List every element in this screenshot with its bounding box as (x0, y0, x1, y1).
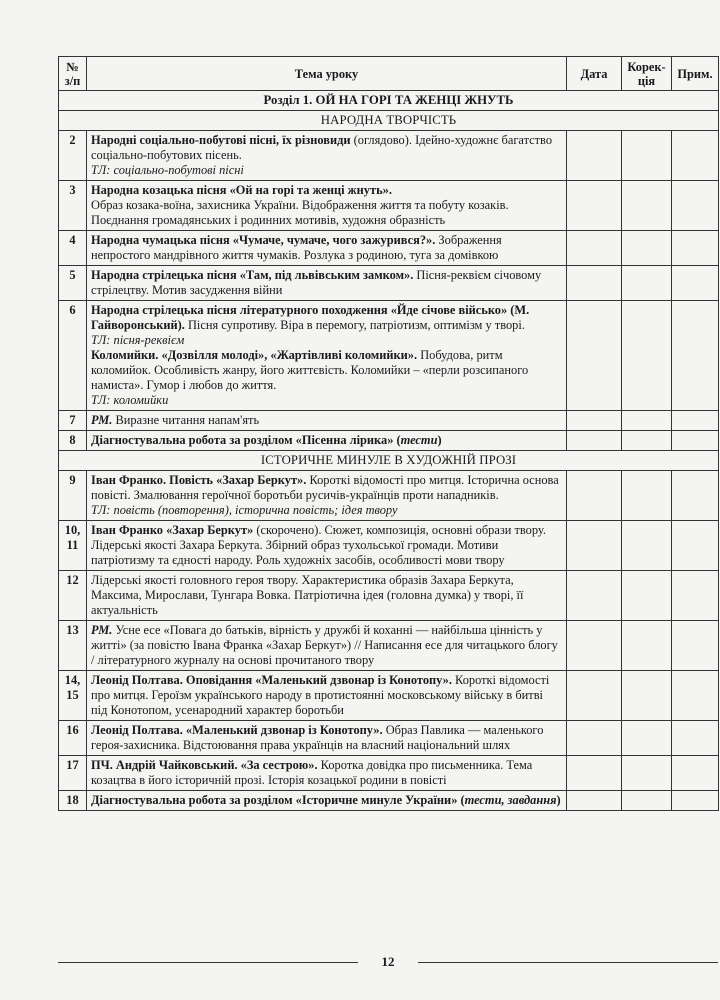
topic-text: Пісня супротиву. Віра в перемогу, патріотизм, оптимізм у творі. (184, 318, 525, 332)
date-cell[interactable] (567, 431, 622, 451)
correction-cell[interactable] (622, 521, 672, 571)
topic-text: ( (393, 433, 401, 447)
correction-cell[interactable] (622, 131, 672, 181)
header-date: Дата (567, 57, 622, 91)
lesson-topic (87, 266, 567, 301)
row-number: 10, 11 (59, 521, 87, 571)
topic-bold: Народна стрілецька пісня «Там, під львівським замком». (91, 268, 414, 282)
note-cell[interactable] (672, 671, 719, 721)
topic-text-2: ) (437, 433, 442, 447)
table-row (59, 471, 719, 521)
note-cell[interactable] (672, 301, 719, 411)
lesson-topic (87, 721, 567, 756)
table-row (59, 791, 719, 811)
topic-terms-2: ТЛ: коломийки (91, 393, 169, 407)
subsection-title-history: ІСТОРИЧНЕ МИНУЛЕ В ХУДОЖНІЙ ПРОЗІ (59, 451, 719, 471)
row-number: 14, 15 (59, 671, 87, 721)
note-cell[interactable] (672, 431, 719, 451)
correction-cell[interactable] (622, 431, 672, 451)
table-header-row (59, 57, 719, 91)
topic-terms: ТЛ: повість (повторення), історична повість; ідея твору (91, 503, 398, 517)
subsection-title-folk: НАРОДНА ТВОРЧІСТЬ (59, 111, 719, 131)
topic-text: ( (457, 793, 465, 807)
lesson-topic (87, 621, 567, 671)
date-cell[interactable] (567, 791, 622, 811)
row-number: 7 (59, 411, 87, 431)
correction-cell[interactable] (622, 301, 672, 411)
correction-cell[interactable] (622, 671, 672, 721)
note-cell[interactable] (672, 231, 719, 266)
correction-cell[interactable] (622, 181, 672, 231)
lesson-topic (87, 521, 567, 571)
topic-text: (скорочено). Сюжет, композиція, основні образи твору. Лідерські якості Захара Беркута. Збірний образ тухольської громади. Мотиви патріотизму та єдності народу. Роль художніх засобів, особливості мови твору (91, 523, 546, 567)
topic-bold: ПЧ. Андрій Чайковський. «За сестрою». (91, 758, 318, 772)
date-cell[interactable] (567, 521, 622, 571)
note-cell[interactable] (672, 571, 719, 621)
subsection-row (59, 111, 719, 131)
row-number: 18 (59, 791, 87, 811)
topic-bold: Діагностувальна робота за розділом «Історичне минуле України» (91, 793, 458, 807)
section-title: Розділ 1. ОЙ НА ГОРІ ТА ЖЕНЦІ ЖНУТЬ (59, 91, 719, 111)
table-row (59, 301, 719, 411)
correction-cell[interactable] (622, 471, 672, 521)
note-cell[interactable] (672, 521, 719, 571)
topic-text: Образ Павлика — маленького героя-захисника. Відстоювання права українців на власний національний шлях (91, 723, 544, 752)
header-correction: Корек- ція (622, 57, 672, 91)
correction-cell[interactable] (622, 621, 672, 671)
table-row (59, 411, 719, 431)
topic-bold: Народна козацька пісня «Ой на горі та женці жнуть». (91, 183, 392, 197)
row-number: 9 (59, 471, 87, 521)
row-number: 6 (59, 301, 87, 411)
lesson-topic (87, 571, 567, 621)
table-row (59, 721, 719, 756)
table-row (59, 266, 719, 301)
row-number: 2 (59, 131, 87, 181)
row-number: 12 (59, 571, 87, 621)
lesson-topic (87, 431, 567, 451)
row-number: 8 (59, 431, 87, 451)
table-row (59, 231, 719, 266)
topic-bold: РМ. (91, 623, 113, 637)
table-row (59, 131, 719, 181)
topic-text: Усне есе «Повага до батьків, вірність у дружбі й коханні — найбільша цінність у житті» (за повістю Івана Франка «Захар Беркут») // Написання есе для читацького блогу / літературного журналу на основі прочитаного твору (91, 623, 558, 667)
lesson-topic (87, 671, 567, 721)
row-number: 16 (59, 721, 87, 756)
date-cell[interactable] (567, 756, 622, 791)
table-row (59, 571, 719, 621)
row-number: 3 (59, 181, 87, 231)
header-topic: Тема уроку (87, 57, 567, 91)
note-cell[interactable] (672, 791, 719, 811)
topic-italic: тести (400, 433, 438, 447)
lesson-topic (87, 471, 567, 521)
topic-bold: Діагностувальна робота за розділом «Пісенна лірика» (91, 433, 394, 447)
correction-cell[interactable] (622, 571, 672, 621)
topic-bold: Народні соціально-побутові пісні, їх різновиди (91, 133, 351, 147)
correction-cell[interactable] (622, 721, 672, 756)
topic-text: Пісня-реквієм січовому стрілецтву. Мотив засудження війни (91, 268, 542, 297)
lesson-topic (87, 756, 567, 791)
lesson-topic (87, 301, 567, 411)
subsection-row (59, 451, 719, 471)
lesson-topic (87, 791, 567, 811)
date-cell[interactable] (567, 571, 622, 621)
table-row (59, 621, 719, 671)
topic-bold: Народна стрілецька пісня літературного походження «Йде січове військо» (М. Гайворонський). (91, 303, 530, 332)
topic-text: Короткі відомості про митця. Історична основа повісті. Змалювання героїчної боротьби русичів-українців проти нападників. (91, 473, 559, 502)
page-number: 12 (381, 954, 395, 969)
date-cell[interactable] (567, 671, 622, 721)
correction-cell[interactable] (622, 756, 672, 791)
correction-cell[interactable] (622, 791, 672, 811)
note-cell[interactable] (672, 756, 719, 791)
topic-text: Виразне читання напам'ять (112, 413, 260, 427)
topic-text: Коротка довідка про письменника. Тема козацтва в його історичній прозі. Історія козацької родини в повісті (91, 758, 533, 787)
note-cell[interactable] (672, 131, 719, 181)
note-cell[interactable] (672, 621, 719, 671)
lesson-topic (87, 181, 567, 231)
date-cell[interactable] (567, 621, 622, 671)
table-row (59, 431, 719, 451)
table-row (59, 181, 719, 231)
topic-text: Зображення непростого мандрівного життя чумаків. Розлука з родиною, туга за домівкою (91, 233, 502, 262)
topic-text: (оглядово). Ідейно-художнє багатство соціально-побутових пісень. (91, 133, 553, 162)
correction-cell[interactable] (622, 411, 672, 431)
lesson-topic (87, 131, 567, 181)
topic-text: Лідерські якості головного героя твору. Характеристика образів Захара Беркута, Максима, Мирослави, Тунгара Вовка. Патріотична ідея (головна думка) у творі, її актуальність (91, 573, 524, 617)
row-number: 13 (59, 621, 87, 671)
row-number: 4 (59, 231, 87, 266)
header-note: Прим. (672, 57, 719, 91)
topic-text-2: Побудова, ритм коломийок. Особливість жанру, його життєвість. Коломийки – «перли розсипаного намиста». Гумор і любов до життя. (91, 348, 529, 392)
topic-terms: ТЛ: пісня-реквієм (91, 333, 185, 347)
footer-rule-right (418, 962, 718, 963)
section-title-row (59, 91, 719, 111)
note-cell[interactable] (672, 721, 719, 756)
row-number: 17 (59, 756, 87, 791)
topic-bold-2: Коломийки. «Дозвілля молоді», «Жартівливі коломийки». (91, 348, 418, 362)
topic-terms: ТЛ: соціально-побутові пісні (91, 163, 244, 177)
note-cell[interactable] (672, 411, 719, 431)
note-cell[interactable] (672, 471, 719, 521)
topic-text: Образ козака-воїна, захисника України. Відображення життя та побуту козаків. Поєднання громадянських і родинних мотивів, художня образність (91, 198, 509, 227)
topic-text-2: ) (556, 793, 561, 807)
row-number: 5 (59, 266, 87, 301)
date-cell[interactable] (567, 266, 622, 301)
topic-bold: РМ. (91, 413, 113, 427)
header-num: № з/п (59, 57, 87, 91)
date-cell[interactable] (567, 721, 622, 756)
date-cell[interactable] (567, 411, 622, 431)
topic-bold: Іван Франко «Захар Беркут» (91, 523, 254, 537)
lesson-plan-table (58, 56, 719, 811)
topic-italic: тести, завдання (464, 793, 557, 807)
topic-text: Короткі відомості про митця. Героїзм українського народу в протистоянні московському війську в битві під Конотопом, усенародний характер боротьби (91, 673, 550, 717)
topic-bold: Леонід Полтава. «Маленький дзвонар із Конотопу». (91, 723, 383, 737)
lesson-topic (87, 411, 567, 431)
table-row (59, 521, 719, 571)
note-cell[interactable] (672, 266, 719, 301)
correction-cell[interactable] (622, 231, 672, 266)
note-cell[interactable] (672, 181, 719, 231)
topic-bold: Народна чумацька пісня «Чумаче, чумаче, чого зажурився?». (91, 233, 436, 247)
date-cell[interactable] (567, 471, 622, 521)
topic-bold: Іван Франко. Повість «Захар Беркут». (91, 473, 307, 487)
date-cell[interactable] (567, 231, 622, 266)
date-cell[interactable] (567, 181, 622, 231)
correction-cell[interactable] (622, 266, 672, 301)
topic-bold: Леонід Полтава. Оповідання «Маленький дзвонар із Конотопу». (91, 673, 452, 687)
table-row (59, 671, 719, 721)
lesson-plan-sheet (58, 56, 718, 811)
date-cell[interactable] (567, 301, 622, 411)
page-footer (58, 952, 718, 972)
table-row (59, 756, 719, 791)
lesson-topic (87, 231, 567, 266)
date-cell[interactable] (567, 131, 622, 181)
